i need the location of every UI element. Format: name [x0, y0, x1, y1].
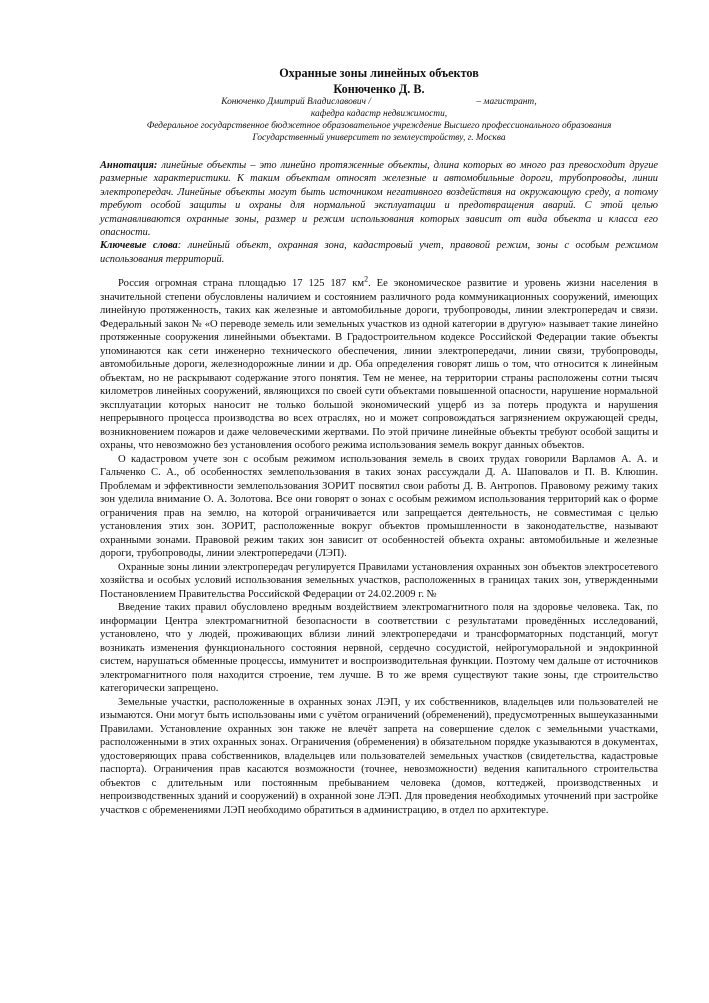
- department: кафедра кадастр недвижимости,: [310, 109, 448, 119]
- paper-page: [100, 64, 658, 817]
- paragraph-2: О кадастровом учете зон с особым режимом использования земель в своих трудах говорили Варламов А. А. и Гальченко С. А., об особенностях землепользования в таких зонах рассуждали Д. А. Шаповалов и П. В. Клюшин. Проблемам и эффективности землепользования ЗОРИТ посвятил свои работы Д. В. Антропов. Правовому режиму таких зон уделила внимание О. А. Золотова. Все они говорят о зонах с особым режимом использования территорий как о форме ограничения прав на землю, на которой ограничивается или запрещается деятельность, не совместимая с целью установления этих зон. ЗОРИТ, расположенные вокруг объектов промышленности в законодательстве, называют охранными зонами. Правовой режим таких зон зависит от особенностей объекта охраны: автомобильные и железные дороги, трубопроводы, линии электропередачи (ЛЭП).: [100, 453, 658, 560]
- area-unit-superscript: 2: [364, 274, 369, 284]
- abstract-text: линейные объекты – это линейно протяженные объекты, длина которых во много раз превосходит другие размерные характеристики. К таким объектам относят железные и автомобильные дороги, трубопроводы, линии электропередач. Линейные объекты могут быть источником негативного воздействия на окружающую среду, а потому требуют особой защиты и охраны для нормальной эксплуатации и предотвращения аварий. С этой целью устанавливаются охранные зоны, размер и режим использования которых зависит от вида объекта и класса его опасности.: [100, 160, 658, 239]
- abstract: [100, 159, 658, 239]
- paragraph-1-rest: . Ее экономическое развитие и уровень жизни населения в значительной степени обусловлены наличием и состоянием различного рода коммуникационных сооружений, имеющих линейную протяженность, таких как железные и автомобильные дороги, трубопроводы, линии электропередач и связи. Федеральный закон № «О переводе земель или земельных участков из одной категории в другую» называет такие линейно протяженные сооружения линейными объектами. В Градостроительном кодексе Российской Федерации такие объекты упоминаются как сети инженерно технического обеспечения, линии электропередачи, линии связи, трубопроводы, автомобильные дороги, железнодорожные линии и др. Оба определения говорят лишь о том, что относится к линейным объектам, но не раскрывают содержание этого понятия. Тем не менее, на территории страны расположены сотни тысяч километров линейных сооружений, являющихся по своей сути объектами повышенной опасности, нарушение нормальной эксплуатации которых наносит не только большой экономический ущерб из за потерь продукта и нарушения непрерывного процесса производства во всех отраслях, но и может сопровождаться загрязнением окружающей среды, возникновением пожаров и даже человеческими жертвами. По этой причине линейные объекты требуют особой защиты и охраны, что невозможно без установления особого режима использования земель вокруг данных объектов.: [100, 278, 658, 452]
- author-line: Конюченко Дмитрий Владиславович / – магистрант,: [221, 97, 537, 107]
- keywords-text: : линейный объект, охранная зона, кадастровый учет, правовой режим, зоны с особым режимом использования территорий.: [100, 240, 658, 265]
- keywords: [100, 239, 658, 266]
- institution-line-2: Государственный университет по землеустройству, г. Москва: [252, 133, 506, 143]
- paper-author-name: Конюченко Д. В.: [333, 82, 425, 96]
- abstract-label: Аннотация:: [100, 160, 158, 171]
- paragraph-1-start: Россия огромная страна площадью 17 125 187 км: [118, 278, 365, 290]
- keywords-label: Ключевые слова: [100, 240, 178, 252]
- paper-body: [100, 274, 658, 817]
- paragraph-5: Земельные участки, расположенные в охранных зонах ЛЭП, у их собственников, владельцев или пользователей не изымаются. Они могут быть использованы ими с учётом ограничений (обременений), предусмотренных вышеуказанными Правилами. Установление охранных зон также не влечёт запрета на совершение сделок с земельными участками, расположенными в этих охранных зонах. Ограничения (обременения) в обязательном порядке указываются в документах, удостоверяющих права собственников, владельцев или пользователей земельных участков (свидетельства, кадастровые паспорта). Ограничения прав касаются возможности (точнее, невозможности) ведения капитального строительства объектов с длительным или постоянным пребыванием человека (домов, коттеджей, производственных и непроизводственных зданий и сооружений) в охранной зоне ЛЭП. Для проведения необходимых уточнений при застройке участков с обременениями ЛЭП необходимо обратиться в администрацию, в отдел по архитектуре.: [100, 696, 658, 816]
- paragraph-1: [100, 274, 658, 453]
- institution-line-1: Федеральное государственное бюджетное образовательное учреждение Высшего профессионального образования: [146, 121, 612, 131]
- paragraph-4: Введение таких правил обусловлено вредным воздействием электромагнитного поля на здоровье человека. Так, по информации Центра электромагнитной безопасности в соответствии с результатами проведённых исследований, установлено, что у людей, проживающих вблизи линий электропередачи и трансформаторных подстанций, могут возникать изменения функционального состояния нервной, сердечно сосудистой, нейрогуморальной и эндокринной систем, нарушаться обменные процессы, иммунитет и воспроизводительная функции. Поэтому чем дальше от источников электромагнитного поля находится строение, тем лучше. В то же время существуют такие зоны, где строительство категорически запрещено.: [100, 602, 658, 695]
- paper-title: Охранные зоны линейных объектов: [279, 66, 479, 80]
- paragraph-3: Охранные зоны линии электропередач регулируется Правилами установления охранных зон объектов электросетевого хозяйства и особых условий использования земельных участков, расположенных в границах таких зон, утвержденными Постановлением Правительства Российской Федерации от 24.02.2009 г. №: [100, 561, 658, 600]
